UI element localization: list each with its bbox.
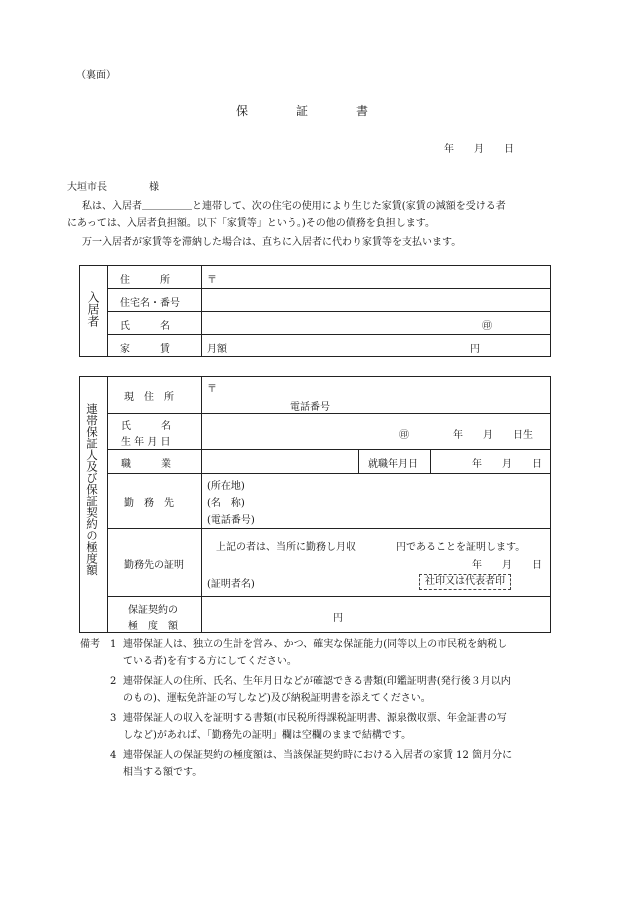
certificate-text: 上記の者は、当所に勤務し月収 円であることを証明します。 bbox=[216, 542, 526, 553]
limit-label-line-1: 保証契約の bbox=[128, 605, 178, 616]
note-2-line-1: 連帯保証人の住所、氏名、生年月日などが確認できる書類(印鑑証明書(発行後３月以内 bbox=[123, 676, 511, 687]
tenant-housing-label: 住宅名・番号 bbox=[120, 298, 180, 309]
job-since-label: 就職年月日 bbox=[368, 459, 418, 470]
note-1-line-2: ている者)を有する方にしてください。 bbox=[123, 656, 297, 667]
workplace-label: 勤 務 先 bbox=[124, 498, 174, 509]
tenant-rent-monthly: 月額 bbox=[207, 344, 227, 355]
note-3-line-1: 連帯保証人の収入を証明する書類(市民税所得課税証明書、源泉徴収票、年金証書の写 bbox=[123, 713, 507, 724]
workplace-phone: (電話番号) bbox=[207, 515, 255, 526]
tenant-address-label: 住 所 bbox=[120, 275, 170, 286]
document-date: 年 月 日 bbox=[444, 144, 514, 155]
addressee-suffix: 様 bbox=[149, 182, 159, 193]
guarantor-birth-date: 年 月 日生 bbox=[453, 430, 533, 441]
note-4-number: 4 bbox=[110, 750, 117, 761]
note-2-line-2: のもの)、運転免許証の写しなど)及び納税証明書を添えてください。 bbox=[123, 693, 431, 704]
certificate-date: 年 月 日 bbox=[472, 560, 542, 571]
note-4-line-1: 連帯保証人の保証契約の極度額は、当該保証契約時における入居者の家賃 12 箇月分に bbox=[123, 750, 513, 761]
tenant-rent-unit: 円 bbox=[470, 344, 480, 355]
limit-amount-unit: 円 bbox=[333, 613, 343, 624]
notes-heading: 備考 bbox=[80, 639, 100, 650]
guarantor-phone-label: 電話番号 bbox=[290, 402, 330, 413]
guarantor-job-label: 職 業 bbox=[121, 459, 171, 470]
certifier-label: (証明者名) bbox=[207, 579, 255, 590]
tenant-address-value: 〒 bbox=[207, 275, 217, 286]
back-side-label: （裏面） bbox=[76, 70, 116, 81]
note-3-line-2: しなど)があれば、「勤務先の証明」欄は空欄のままで結構です。 bbox=[123, 730, 412, 741]
note-1-line-1: 連帯保証人は、独立の生計を営み、かつ、確実な保証能力(同等以上の市民税を納税し bbox=[123, 639, 508, 650]
note-2-number: 2 bbox=[110, 676, 117, 687]
certifier-stamp-box: 社印又は代表者印 bbox=[419, 574, 511, 590]
limit-label-line-2: 極 度 額 bbox=[128, 621, 178, 632]
note-1-number: 1 bbox=[110, 639, 117, 650]
guarantor-address-label: 現 住 所 bbox=[124, 392, 174, 403]
certificate-label: 勤務先の証明 bbox=[124, 560, 184, 571]
job-since-date: 年 月 日 bbox=[472, 459, 542, 470]
workplace-location: (所在地) bbox=[207, 481, 245, 492]
addressee bbox=[67, 178, 159, 193]
tenant-group-label: 入居者 bbox=[86, 291, 100, 327]
guarantor-birth-label: 生 年 月 日 bbox=[121, 437, 171, 448]
guarantor-name-label: 氏 名 bbox=[121, 421, 171, 432]
document-title: 保 証 書 bbox=[236, 104, 369, 118]
note-4-line-2: 相当する額です。 bbox=[123, 767, 203, 778]
guarantor-postal-mark: 〒 bbox=[207, 384, 217, 395]
note-3-number: 3 bbox=[110, 713, 117, 724]
tenant-name-label: 氏 名 bbox=[120, 321, 170, 332]
intro-line-2: にあっては、入居者負担額。以下「家賃等」という。)その他の債務を負担します。 bbox=[67, 218, 436, 229]
intro-line-1: 私は、入居者＿＿＿＿＿と連帯して、次の住宅の使用により生じた家賃(家賃の減額を受ける者 bbox=[82, 201, 506, 212]
workplace-name: (名 称) bbox=[207, 498, 245, 509]
addressee-name: 大垣市長 bbox=[67, 182, 107, 193]
tenant-rent-label: 家 賃 bbox=[120, 344, 170, 355]
guarantor-seal-icon: ㊞ bbox=[399, 430, 409, 441]
intro-line-3: 万一入居者が家賃等を滞納した場合は、直ちに入居者に代わり家賃等を支払います。 bbox=[82, 237, 462, 248]
tenant-seal-icon: ㊞ bbox=[482, 321, 492, 332]
guarantor-group-label: 連帯保証人及び保証契約の極度額 bbox=[85, 403, 99, 576]
